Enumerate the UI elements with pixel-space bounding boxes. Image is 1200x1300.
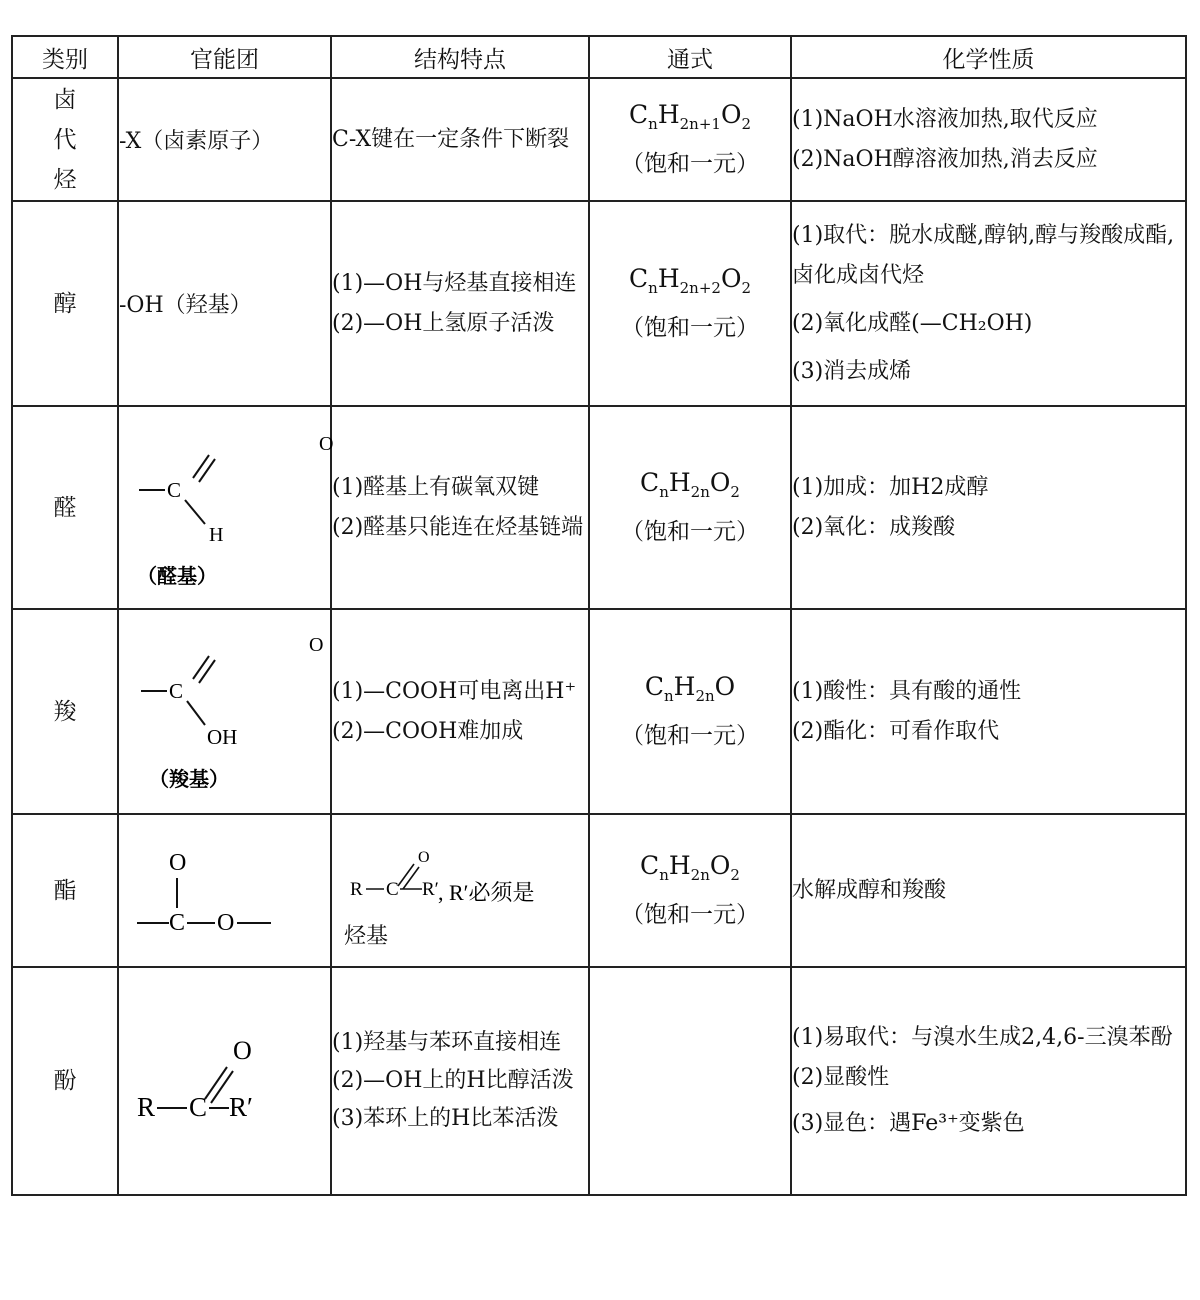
structure-text: (1)羟基与苯环直接相连	[332, 1030, 562, 1055]
structure-text: (1)—COOH可电离出H⁺	[332, 678, 577, 704]
property-text: (2)显酸性	[792, 1065, 890, 1090]
structure-cell	[331, 814, 589, 967]
formula-cell-empty	[589, 967, 791, 1195]
property-text: (1)NaOH水溶液加热,取代反应	[792, 106, 1098, 132]
formula-cell	[589, 609, 791, 814]
property-text: (2)酯化：可看作取代	[792, 718, 1000, 744]
property-text: (3)消去成烯	[792, 358, 912, 384]
formula-note: （饱和一元）	[621, 315, 759, 341]
category-char: 烃	[53, 166, 77, 193]
structure-condition-text: , R′必须是	[438, 879, 535, 905]
atom-oxygen: O	[319, 433, 334, 455]
functional-group-cell: -OH（羟基）	[118, 201, 331, 406]
functional-group-cell	[118, 814, 331, 967]
header-structure: 结构特点	[331, 36, 589, 78]
structure-text: (2)—OH上的H比醇活泼	[332, 1068, 574, 1093]
formula-note: （饱和一元）	[621, 902, 759, 928]
properties-cell	[791, 814, 1186, 967]
atom-carbon: C	[189, 1092, 208, 1122]
table-row	[12, 78, 1186, 201]
property-text: (3)显色：遇Fe³⁺变紫色	[792, 1111, 1025, 1136]
properties-cell	[791, 201, 1186, 406]
functional-group-cell: -X（卤素原子）	[118, 78, 331, 201]
structure-cell	[331, 967, 589, 1195]
property-text: (1)酸性：具有酸的通性	[792, 678, 1022, 704]
category-char: 卤	[53, 86, 77, 113]
property-text: (2)NaOH醇溶液加热,消去反应	[792, 146, 1098, 172]
structure-cell	[331, 406, 589, 609]
category-cell: 醇	[12, 201, 118, 406]
atom-carbon: C	[169, 910, 186, 936]
properties-cell	[791, 609, 1186, 814]
formula-cell	[589, 406, 791, 609]
table-row	[12, 814, 1186, 967]
property-text: (2)氧化成醛(—CH₂OH)	[792, 310, 1033, 336]
structure-text: C-X键在一定条件下断裂	[332, 126, 570, 152]
category-cell: 酚	[12, 967, 118, 1195]
structure-text-tail: 烃基	[344, 923, 389, 949]
category-cell: 醛	[12, 406, 118, 609]
category-cell: 羧	[12, 609, 118, 814]
group-name-label: （醛基）	[137, 566, 217, 588]
functional-group-table	[11, 35, 1187, 1196]
structure-text: (2)—COOH难加成	[332, 718, 524, 744]
header-formula: 通式	[589, 36, 791, 78]
double-bond-line	[403, 867, 419, 889]
property-text: (1)加成：加H2成醇	[792, 474, 989, 500]
property-text: (2)氧化：成羧酸	[792, 514, 956, 540]
property-text: 水解成醇和羧酸	[792, 877, 947, 903]
double-bond-line	[193, 455, 209, 478]
formula-cell	[589, 78, 791, 201]
property-text: (1)易取代：与溴水生成2,4,6-三溴苯酚	[792, 1025, 1173, 1050]
functional-group-cell	[118, 967, 331, 1195]
atom-carbon: C	[167, 478, 182, 502]
atom-r: R	[137, 1092, 156, 1122]
carboxyl-group-structure	[119, 611, 328, 812]
structure-text: (1)醛基上有碳氧双键	[332, 474, 540, 500]
header-properties: 化学性质	[791, 36, 1186, 78]
table-row	[12, 967, 1186, 1195]
general-formula: $C_nH_{2n+2}O_2$	[629, 264, 751, 297]
atom-r-prime: R′	[422, 878, 439, 900]
functional-group-cell	[118, 406, 334, 609]
single-bond-line	[187, 701, 205, 725]
formula-note: （饱和一元）	[621, 151, 759, 177]
properties-cell	[791, 967, 1186, 1195]
aldehyde-group-structure	[119, 408, 334, 607]
formula-cell	[589, 201, 791, 406]
atom-r: R	[350, 878, 363, 900]
structure-cell	[331, 201, 589, 406]
structure-cell	[331, 609, 589, 814]
atom-oxygen: O	[309, 634, 324, 656]
general-formula: $C_nH_{2n}O_2$	[640, 468, 740, 501]
atom-oxygen: O	[169, 850, 187, 876]
structure-cell	[331, 78, 589, 201]
atom-carbon: C	[169, 679, 184, 703]
double-bond-line	[199, 459, 215, 482]
atom-r-prime: R′	[229, 1092, 253, 1122]
table-row	[12, 201, 1186, 406]
ester-group-structure	[119, 816, 328, 965]
atom-oxygen: O	[217, 910, 235, 936]
atom-oxygen: O	[418, 848, 430, 866]
atom-carbon: C	[386, 878, 399, 900]
property-text: (1)取代：脱水成醚,醇钠,醇与羧酸成酯,卤化成卤代烃	[792, 222, 1175, 288]
ester-structure-formula	[332, 830, 586, 905]
single-bond-line	[185, 500, 205, 524]
table-row	[12, 609, 1186, 814]
formula-cell	[589, 814, 791, 967]
general-formula: $C_nH_{2n+1}O_2$	[629, 100, 751, 133]
header-category: 类别	[12, 36, 118, 78]
general-formula: $C_nH_{2n}O_2$	[640, 851, 740, 884]
category-cell	[12, 78, 118, 201]
double-bond-line	[398, 864, 414, 886]
table-row	[12, 406, 1186, 609]
category-char: 代	[53, 126, 77, 153]
category-cell: 酯	[12, 814, 118, 967]
general-formula: $C_nH_{2n}O$	[644, 672, 736, 705]
atom-hydrogen: H	[209, 524, 224, 546]
header-row	[12, 36, 1186, 78]
structure-text: (1)—OH与烃基直接相连	[332, 270, 577, 296]
atom-hydroxyl: OH	[207, 725, 238, 749]
double-bond-line	[193, 656, 209, 679]
atom-oxygen: O	[233, 1036, 252, 1065]
phenol-group-structure	[119, 969, 328, 1193]
properties-cell	[791, 78, 1186, 201]
double-bond-line	[199, 660, 215, 683]
structure-text: (2)醛基只能连在烃基链端	[332, 514, 584, 540]
structure-text: (2)—OH上氢原子活泼	[332, 310, 555, 336]
formula-note: （饱和一元）	[621, 519, 759, 545]
properties-cell	[791, 406, 1186, 609]
group-name-label: （羧基）	[149, 769, 229, 791]
structure-text: (3)苯环上的H比苯活泼	[332, 1106, 559, 1131]
functional-group-cell	[118, 609, 331, 814]
header-functional-group: 官能团	[118, 36, 331, 78]
formula-note: （饱和一元）	[621, 723, 759, 749]
